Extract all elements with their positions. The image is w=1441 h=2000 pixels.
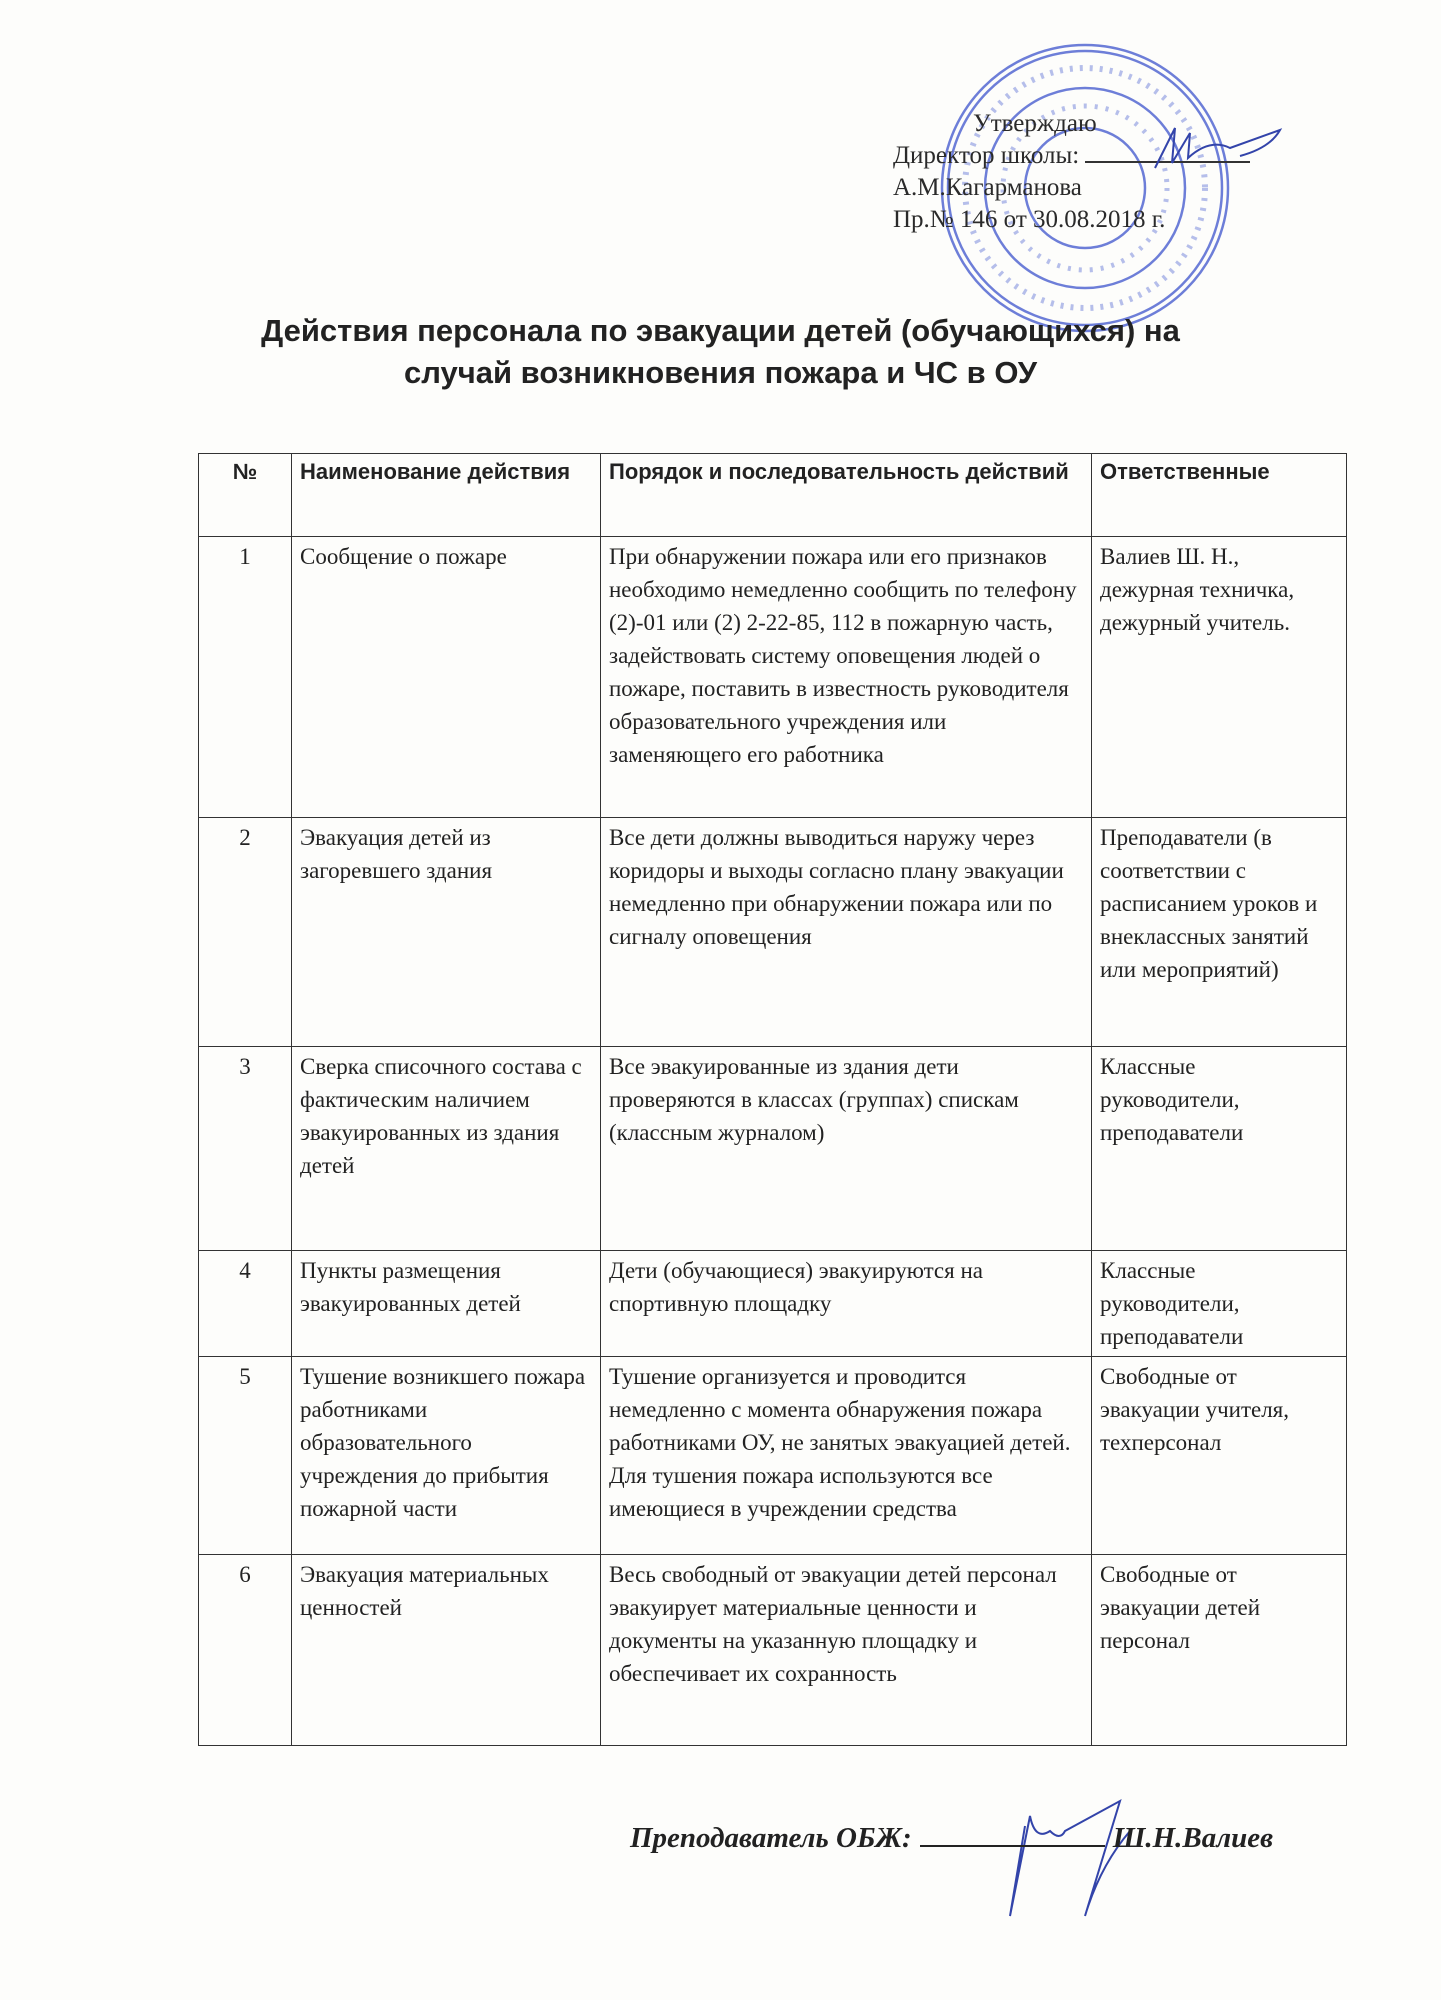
header-action: Наименование действия xyxy=(292,454,601,537)
footer-role: Преподаватель ОБЖ: xyxy=(630,1822,912,1854)
director-signature xyxy=(1150,118,1290,178)
row-responsible: Валиев Ш. Н., дежурная техничка, дежурный учитель. xyxy=(1092,537,1347,818)
row-order: Тушение организуется и проводится немедленно с момента обнаружения пожара работниками ОУ, не занятых эвакуацией детей. Для тушения пожара используются все имеющиеся в учреждении средства xyxy=(601,1357,1092,1555)
director-name: А.М.Кагарманова xyxy=(893,174,1082,201)
row-action: Эвакуация материальных ценностей xyxy=(292,1555,601,1746)
table-row xyxy=(199,1047,1347,1251)
row-num: 1 xyxy=(199,537,292,818)
row-action: Тушение возникшего пожара работниками образовательного учреждения до прибытия пожарной части xyxy=(292,1357,601,1555)
table-row xyxy=(199,818,1347,1047)
table-row xyxy=(199,537,1347,818)
row-num: 2 xyxy=(199,818,292,1047)
footer-signature-block xyxy=(630,1822,1273,1855)
row-num: 6 xyxy=(199,1555,292,1746)
footer-name: Ш.Н.Валиев xyxy=(1112,1822,1274,1854)
document-title xyxy=(0,310,1441,394)
table-row xyxy=(199,1251,1347,1357)
title-line-1: Действия персонала по эвакуации детей (обучающихся) на xyxy=(261,313,1180,348)
row-order: Дети (обучающиеся) эвакуируются на спортивную площадку xyxy=(601,1251,1092,1357)
footer-signature-line xyxy=(920,1845,1105,1847)
title-line-2: случай возникновения пожара и ЧС в ОУ xyxy=(404,355,1037,390)
table-row xyxy=(199,1357,1347,1555)
header-responsible: Ответственные xyxy=(1092,454,1347,537)
footer-area xyxy=(198,1786,1346,1926)
row-action: Пункты размещения эвакуированных детей xyxy=(292,1251,601,1357)
row-responsible: Классные руководители, преподаватели xyxy=(1092,1047,1347,1251)
header-order: Порядок и последовательность действий xyxy=(601,454,1092,537)
row-responsible: Классные руководители, преподаватели xyxy=(1092,1251,1347,1357)
header-num: № xyxy=(199,454,292,537)
row-num: 4 xyxy=(199,1251,292,1357)
document-body xyxy=(198,453,1346,1926)
row-action: Эвакуация детей из загоревшего здания xyxy=(292,818,601,1047)
row-order: Все эвакуированные из здания дети проверяются в классах (группах) спискам (классным журналом) xyxy=(601,1047,1092,1251)
row-action: Сообщение о пожаре xyxy=(292,537,601,818)
row-num: 5 xyxy=(199,1357,292,1555)
row-responsible: Преподаватели (в соответствии с расписанием уроков и внеклассных занятий или мероприятий) xyxy=(1092,818,1347,1047)
row-num: 3 xyxy=(199,1047,292,1251)
row-order: Весь свободный от эвакуации детей персонал эвакуирует материальные ценности и документы на указанную площадку и обеспечивает их сохранность xyxy=(601,1555,1092,1746)
table-row xyxy=(199,1555,1347,1746)
row-order: При обнаружении пожара или его признаков необходимо немедленно сообщить по телефону (2)-01 или (2) 2-22-85, 112 в пожарную часть, задействовать систему оповещения людей о пожаре, поставить в известность руководителя образовательного учреждения или заменяющего его работника xyxy=(601,537,1092,818)
evacuation-actions-table xyxy=(198,453,1347,1746)
order-number: Пр.№ 146 от 30.08.2018 г. xyxy=(893,206,1166,233)
row-action: Сверка списочного состава с фактическим наличием эвакуированных из здания детей xyxy=(292,1047,601,1251)
row-responsible: Свободные от эвакуации учителя, техперсонал xyxy=(1092,1357,1347,1555)
row-order: Все дети должны выводиться наружу через коридоры и выходы согласно плану эвакуации немедленно при обнаружении пожара или по сигналу оповещения xyxy=(601,818,1092,1047)
approve-label: Утверждаю xyxy=(973,110,1097,137)
teacher-signature xyxy=(990,1786,1190,1926)
table-header-row xyxy=(199,454,1347,537)
row-responsible: Свободные от эвакуации детей персонал xyxy=(1092,1555,1347,1746)
director-label: Директор школы: xyxy=(893,142,1080,169)
